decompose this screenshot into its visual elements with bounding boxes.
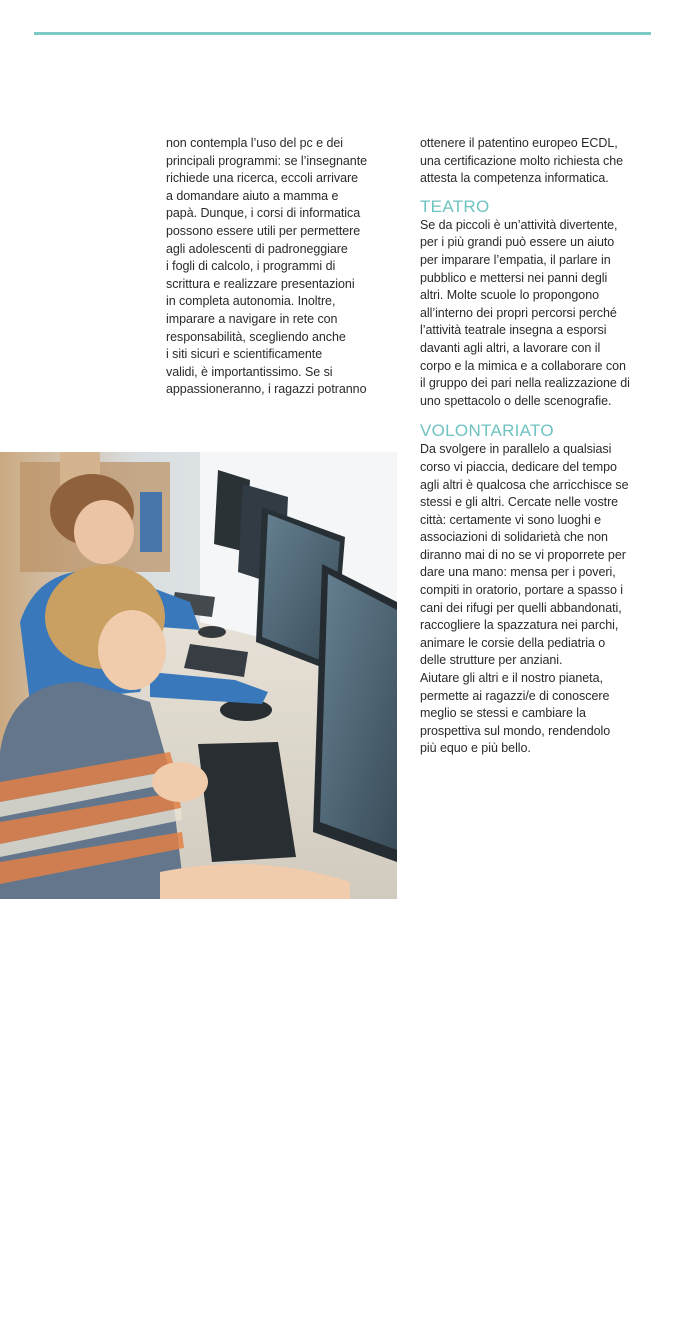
photo-overlay xyxy=(0,452,397,899)
top-divider-rule xyxy=(34,32,651,35)
text-line: stessi e gli altri. Cercate nelle vostre xyxy=(420,495,619,510)
text-line: scrittura e realizzare presentazioni xyxy=(166,276,355,291)
text-line: corso vi piaccia, dedicare del tempo xyxy=(420,459,617,474)
text-line: prospettiva sul mondo, rendendolo xyxy=(420,723,611,738)
text-line: a domandare aiuto a mamma e xyxy=(166,188,339,203)
text-line: papà. Dunque, i corsi di informatica xyxy=(166,206,361,221)
left-paragraph xyxy=(166,135,396,399)
text-line: per i più grandi può essere un aiuto xyxy=(420,235,615,250)
text-line: associazioni di solidarietà che non xyxy=(420,530,608,545)
text-line: appassioneranno, i ragazzi potranno xyxy=(166,382,367,397)
text-line: cani dei rifugi per quelli abbandonati, xyxy=(420,600,622,615)
text-line: davanti agli altri, a lavorare con il xyxy=(420,340,601,355)
text-line: dare una mano: mensa per i poveri, xyxy=(420,565,616,580)
intro-paragraph xyxy=(420,135,660,188)
left-text-column xyxy=(166,135,396,399)
text-line: i fogli di calcolo, i programmi di xyxy=(166,259,336,274)
text-line: delle strutture per anziani. xyxy=(420,653,563,668)
text-line: uno spettacolo o delle scenografie. xyxy=(420,393,612,408)
section-heading-volontariato: VOLONTARIATO xyxy=(420,421,554,441)
text-line: l’attività teatrale insegna a esporsi xyxy=(420,323,607,338)
text-line: permette ai ragazzi/e di conoscere xyxy=(420,688,610,703)
text-line: richiede una ricerca, eccoli arrivare xyxy=(166,171,358,186)
text-line: responsabilità, scegliendo anche xyxy=(166,329,346,344)
text-line: imparare a navigare in rete con xyxy=(166,311,338,326)
volontariato-paragraph xyxy=(420,441,660,758)
text-line: pubblico e mettersi nei panni degli xyxy=(420,270,608,285)
text-line: il gruppo dei pari nella realizzazione di xyxy=(420,376,630,391)
text-line: compiti in oratorio, portare a spasso i xyxy=(420,583,624,598)
classroom-illustration xyxy=(0,452,397,899)
text-line: per imparare l’empatia, il parlare in xyxy=(420,252,611,267)
text-line: Se da piccoli è un’attività divertente, xyxy=(420,217,618,232)
text-line: agli altri è qualcosa che arricchisce se xyxy=(420,477,629,492)
text-line: i siti sicuri e scientificamente xyxy=(166,347,323,362)
text-line: Da svolgere in parallelo a qualsiasi xyxy=(420,442,612,457)
text-line: validi, è importantissimo. Se si xyxy=(166,364,333,379)
right-text-column xyxy=(420,135,660,758)
section-heading-teatro: TEATRO xyxy=(420,196,490,216)
text-line: agli adolescenti di padroneggiare xyxy=(166,241,348,256)
text-line: principali programmi: se l’insegnante xyxy=(166,153,368,168)
text-line: all’interno dei propri percorsi perché xyxy=(420,305,617,320)
text-line: corpo e la mimica e a collaborare con xyxy=(420,358,626,373)
text-line: ottenere il patentino europeo ECDL, xyxy=(420,136,618,150)
classroom-photo xyxy=(0,452,397,1333)
teatro-paragraph xyxy=(420,217,660,411)
text-line: più equo e più bello. xyxy=(420,741,531,756)
text-line: raccogliere la spazzatura nei parchi, xyxy=(420,618,619,633)
text-line: Aiutare gli altri e il nostro pianeta, xyxy=(420,671,603,686)
text-line: altri. Molte scuole lo propongono xyxy=(420,288,600,303)
page-number: 52 xyxy=(34,1321,47,1333)
text-line: in completa autonomia. Inoltre, xyxy=(166,294,336,309)
text-line: attesta la competenza informatica. xyxy=(420,171,609,186)
text-line: diranno mai di no se vi proporrete per xyxy=(420,547,626,562)
text-line: una certificazione molto richiesta che xyxy=(420,153,624,168)
text-line: animare le corsie della pediatria o xyxy=(420,635,606,650)
text-line: possono essere utili per permettere xyxy=(166,223,361,238)
text-line: città: certamente vi sono luoghi e xyxy=(420,512,602,527)
text-line: meglio se stessi e cambiare la xyxy=(420,706,586,721)
text-line: non contempla l’uso del pc e dei xyxy=(166,136,343,150)
